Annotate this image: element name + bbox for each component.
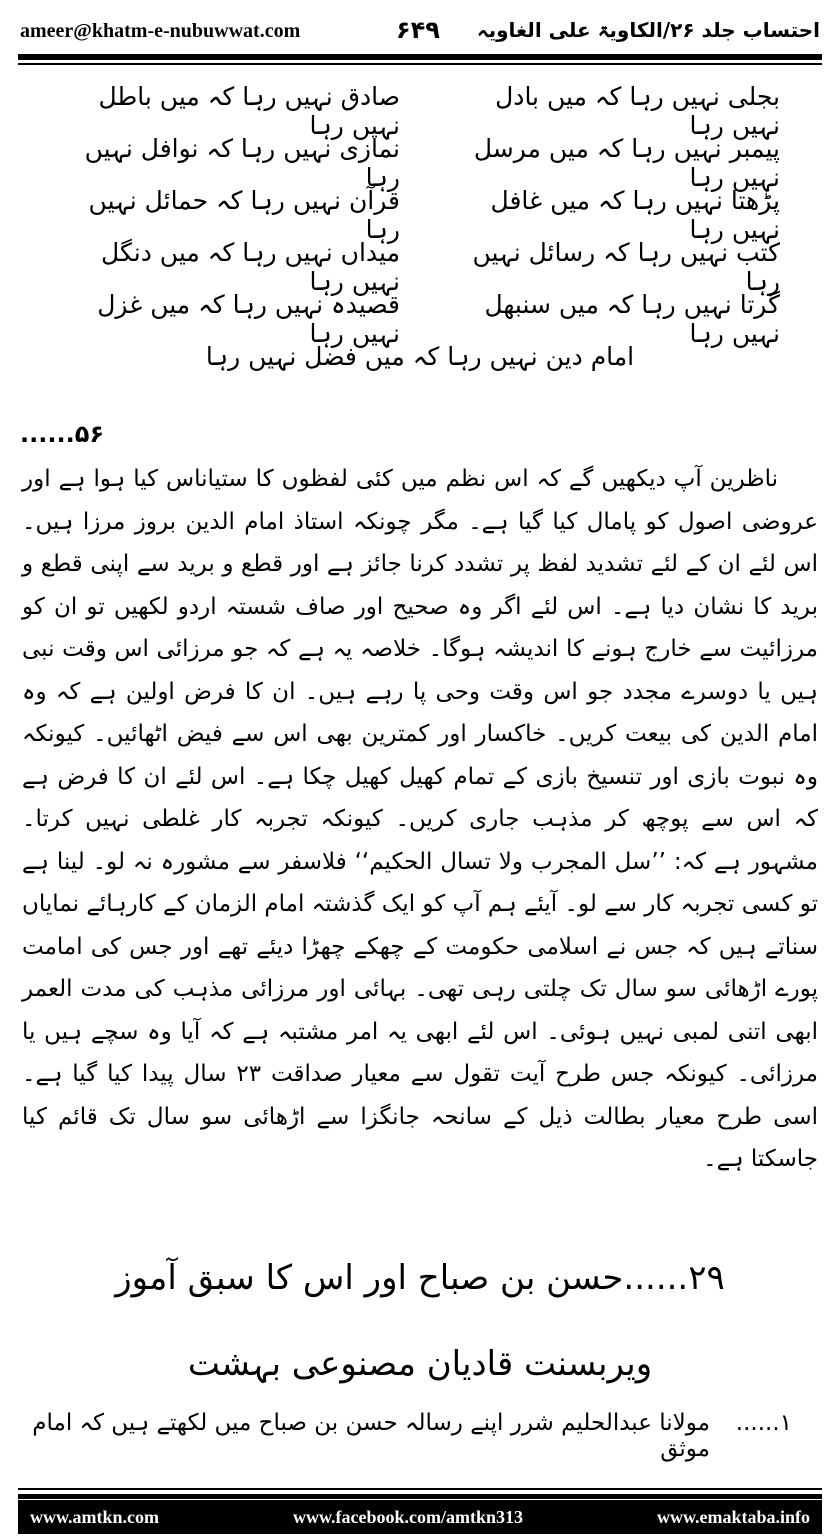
poem-line-right: پڑھتا نہیں رہا کہ میں غافل نہیں رہا bbox=[490, 186, 780, 244]
footnote-line bbox=[20, 1410, 820, 1462]
footer-link-amtkn[interactable]: www.amtkn.com bbox=[30, 1506, 159, 1527]
body-text bbox=[22, 458, 818, 1181]
poem-line bbox=[20, 186, 820, 244]
poem-line bbox=[20, 134, 820, 192]
body-paragraph: ناظرین آپ دیکھیں گے کہ اس نظم میں کئی لفظوں کا ستیاناس کیا ہوا ہے اور عروضی اصول کو پامال کیا گیا ہے۔ مگر چونکہ استاذ امام الدین بروز مرزا ہیں۔ اس لئے ان کے لئے تشدید لفظ پر تشدد کرنا جائز ہے اور قطع و برید سے اپنی قطع و برید کا نشان دیا ہے۔ اس لئے اگر وہ صحیح اور صاف شستہ اردو لکھیں تو ان کو مرزائیت سے خارج ہونے کا اندیشہ ہوگا۔ خلاصہ یہ ہے کہ جو مرزائی اس وقت نبی ہیں یا دوسرے مجدد جو اس وقت وحی پا رہے ہیں۔ ان کا فرض اولین ہے کہ وہ امام الدین کی بیعت کریں۔ خاکسار اور کمترین بھی اس سے فیض اٹھائیں۔ کیونکہ وہ نبوت بازی اور تنسیخ بازی کے تمام کھیل کھیل چکا ہے۔ اس لئے ان کا فرض ہے کہ اس سے پوچھ کر مذہب جاری کریں۔ کیونکہ تجربہ کار غلطی نہیں کرتا۔ مشہور ہے کہ: ’’سل المجرب ولا تسال الحکیم‘‘ فلاسفر سے مشورہ نہ لو۔ لینا ہے تو کسی تجربہ کار سے لو۔ آیئے ہم آپ کو ایک گذشتہ امام الزمان کے کارہائے نمایاں سناتے ہیں کہ جس نے اسلامی حکومت کے چھکے چھڑا دیئے تھے اور جس کی امامت پورے اڑھائی سو سال تک چلتی رہی تھی۔ بہائی اور مرزائی مذہب کی مدت العمر ابھی اتنی لمبی نہیں ہوئی۔ اس لئے ابھی یہ امر مشتبہ ہے کہ آیا وہ سچے ہیں یا مرزائی۔ کیونکہ جس طرح آیت تقول سے معیار صداقت ۲۳ سال پیدا کیا گیا ہے۔ اسی طرح معیار بطالت ذیل کے سانحہ جانگزا سے اڑھائی سو سال تک قائم کیا جاسکتا ہے۔ bbox=[22, 466, 819, 1172]
poem-line-left: قرآن نہیں رہا کہ حمائل نہیں رہا bbox=[88, 186, 400, 244]
header-email: ameer@khatm-e-nubuwwat.com bbox=[20, 20, 301, 42]
poem-final-line: امام دین نہیں رہا کہ میں فضل نہیں رہا bbox=[205, 342, 635, 371]
poem-line-right: بجلی نہیں رہا کہ میں بادل نہیں رہا bbox=[495, 82, 780, 140]
footer-rule-thick bbox=[18, 1494, 822, 1499]
poem-line bbox=[20, 82, 820, 140]
poem-line-left: قصیدہ نہیں رہا کہ میں غزل نہیں رہا bbox=[97, 290, 400, 348]
poem bbox=[20, 82, 820, 392]
poem-line-left: صادق نہیں رہا کہ میں باطل نہیں رہا bbox=[98, 82, 400, 140]
footer-bar bbox=[18, 1500, 822, 1534]
poem-line bbox=[20, 238, 820, 296]
poem-line bbox=[20, 290, 820, 348]
poem-line-left: نمازی نہیں رہا کہ نوافل نہیں رہا bbox=[84, 134, 400, 192]
footer-rule-thin bbox=[18, 1488, 822, 1490]
item-number: ۱...... bbox=[735, 1410, 792, 1436]
header-rule-thin bbox=[18, 63, 822, 65]
page-header bbox=[18, 14, 822, 54]
poem-line-left: میداں نہیں رہا کہ میں دنگل نہیں رہا bbox=[101, 238, 400, 296]
section-subheading: ویربسنت قادیان مصنوعی بہشت bbox=[187, 1344, 653, 1384]
section-marker: ......۵۶ bbox=[20, 420, 104, 448]
item-text: مولانا عبدالحلیم شرر اپنے رسالہ حسن بن صباح میں لکھتے ہیں کہ امام موثق bbox=[32, 1410, 710, 1462]
poem-line-right: پیمبر نہیں رہا کہ میں مرسل نہیں رہا bbox=[473, 134, 780, 192]
poem-line-right: کتب نہیں رہا کہ رسائل نہیں رہا bbox=[472, 238, 780, 296]
footer-link-facebook[interactable]: www.facebook.com/amtkn313 bbox=[292, 1506, 523, 1527]
footer-link-emaktaba[interactable]: www.emaktaba.info bbox=[656, 1506, 810, 1527]
page-number: ۶۴۹ bbox=[396, 16, 440, 44]
header-rule-thick bbox=[18, 54, 822, 60]
section-heading: ۲۹......حسن بن صباح اور اس کا سبق آموز bbox=[115, 1258, 725, 1298]
poem-line-right: گرتا نہیں رہا کہ میں سنبھل نہیں رہا bbox=[484, 290, 780, 348]
book-title: احتساب جلد ۲۶/الکاویۃ علی الغاویہ bbox=[476, 18, 820, 42]
